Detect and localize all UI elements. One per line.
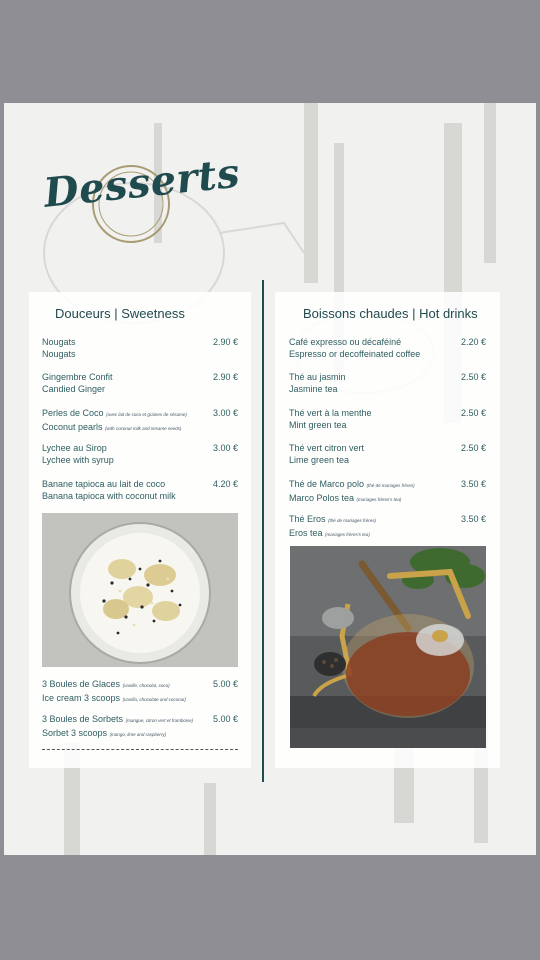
item-note-en: (with coconut milk and sesame seeds): [105, 426, 182, 431]
item-price: 2.50 €: [460, 408, 486, 418]
item-price: 2.90 €: [212, 337, 238, 347]
item-name-fr: Thé au jasmin: [289, 372, 346, 382]
menu-item-ice-cream: [42, 678, 238, 706]
item-name-fr: Gingembre Confit: [42, 372, 113, 382]
item-name-fr: Perles de Coco: [42, 408, 104, 418]
item-name-fr: Thé vert citron vert: [289, 443, 365, 453]
item-price: 3.00 €: [212, 443, 238, 453]
item-note-fr: (avec lait de coco et graines de sésame): [106, 412, 187, 417]
item-name-en: Lychee with syrup: [42, 455, 114, 465]
item-price: 3.50 €: [460, 479, 486, 489]
item-note-fr: (vanille, chocolat, coco): [122, 683, 170, 688]
item-name-fr: Nougats: [42, 337, 76, 347]
menu-item-marco-polo-tea: [289, 478, 486, 506]
item-price: 2.90 €: [212, 372, 238, 382]
item-price: 3.50 €: [460, 514, 486, 524]
page-title: Desserts: [41, 149, 243, 217]
item-name-fr: Thé Eros: [289, 514, 326, 524]
banana-tapioca-bowl-image: [42, 513, 238, 667]
item-name-en: Nougats: [42, 349, 76, 359]
menu-item-mint-green-tea: [289, 407, 486, 431]
tea-photo: [290, 546, 486, 748]
item-note-en: (mariages frères's tea): [325, 532, 370, 537]
item-price: 5.00 €: [212, 679, 238, 689]
column-divider: [262, 280, 264, 782]
item-name-en: Coconut pearls: [42, 422, 103, 432]
item-note-fr: (thé de mariages frères): [366, 483, 415, 488]
item-name-en: Espresso or decoffeinated coffee: [289, 349, 421, 359]
item-name-en: Jasmine tea: [289, 384, 338, 394]
item-name-en: Ice cream 3 scoops: [42, 693, 121, 703]
menu-item-espresso: [289, 336, 486, 360]
menu-item-banana-tapioca: [42, 478, 238, 502]
item-note-en: (mariages frères's tea): [356, 497, 402, 502]
item-note-en: (vanilla, chocolate and coconut): [122, 697, 186, 702]
menu-item-lychee: [42, 442, 238, 466]
item-name-fr: Thé vert à la menthe: [289, 408, 372, 418]
item-price: 2.20 €: [460, 337, 486, 347]
dashed-separator: [42, 749, 238, 750]
menu-item-candied-ginger: [42, 371, 238, 395]
item-name-en: Eros tea: [289, 528, 323, 538]
item-price: 3.00 €: [212, 408, 238, 418]
item-name-en: Mint green tea: [289, 420, 347, 430]
menu-item-nougats: [42, 336, 238, 360]
item-name-fr: Lychee au Sirop: [42, 443, 107, 453]
menu-item-eros-tea: [289, 513, 486, 541]
hot-drinks-heading: Boissons chaudes | Hot drinks: [303, 306, 478, 321]
item-price: 2.50 €: [460, 372, 486, 382]
item-note-fr: (mangue, citron vert et framboise): [125, 718, 194, 723]
item-name-fr: Thé de Marco polo: [289, 479, 365, 489]
item-name-en: Lime green tea: [289, 455, 350, 465]
sweetness-heading: Douceurs | Sweetness: [55, 306, 185, 321]
item-name-en: Candied Ginger: [42, 384, 106, 394]
item-price: 5.00 €: [212, 714, 238, 724]
item-name-en: Sorbet 3 scoops: [42, 728, 108, 738]
item-name-fr: Banane tapioca au lait de coco: [42, 479, 166, 489]
menu-item-sorbet: [42, 713, 238, 741]
item-name-fr: Café expresso ou décaféiné: [289, 337, 402, 347]
dessert-photo: [42, 513, 238, 667]
item-name-fr: 3 Boules de Sorbets: [42, 714, 124, 724]
menu-item-lime-green-tea: [289, 442, 486, 466]
item-name-en: Banana tapioca with coconut milk: [42, 491, 176, 501]
item-note-en: (mango, lime and raspberry): [109, 732, 167, 737]
item-price: 4.20 €: [212, 479, 238, 489]
menu-item-jasmine-tea: [289, 371, 486, 395]
item-price: 2.50 €: [460, 443, 486, 453]
item-name-en: Marco Polos tea: [289, 493, 355, 503]
menu-item-coconut-pearls: [42, 407, 238, 435]
item-name-fr: 3 Boules de Glaces: [42, 679, 121, 689]
glass-teapot-image: [290, 546, 486, 748]
item-note-fr: (thé de mariages frères): [328, 518, 377, 523]
